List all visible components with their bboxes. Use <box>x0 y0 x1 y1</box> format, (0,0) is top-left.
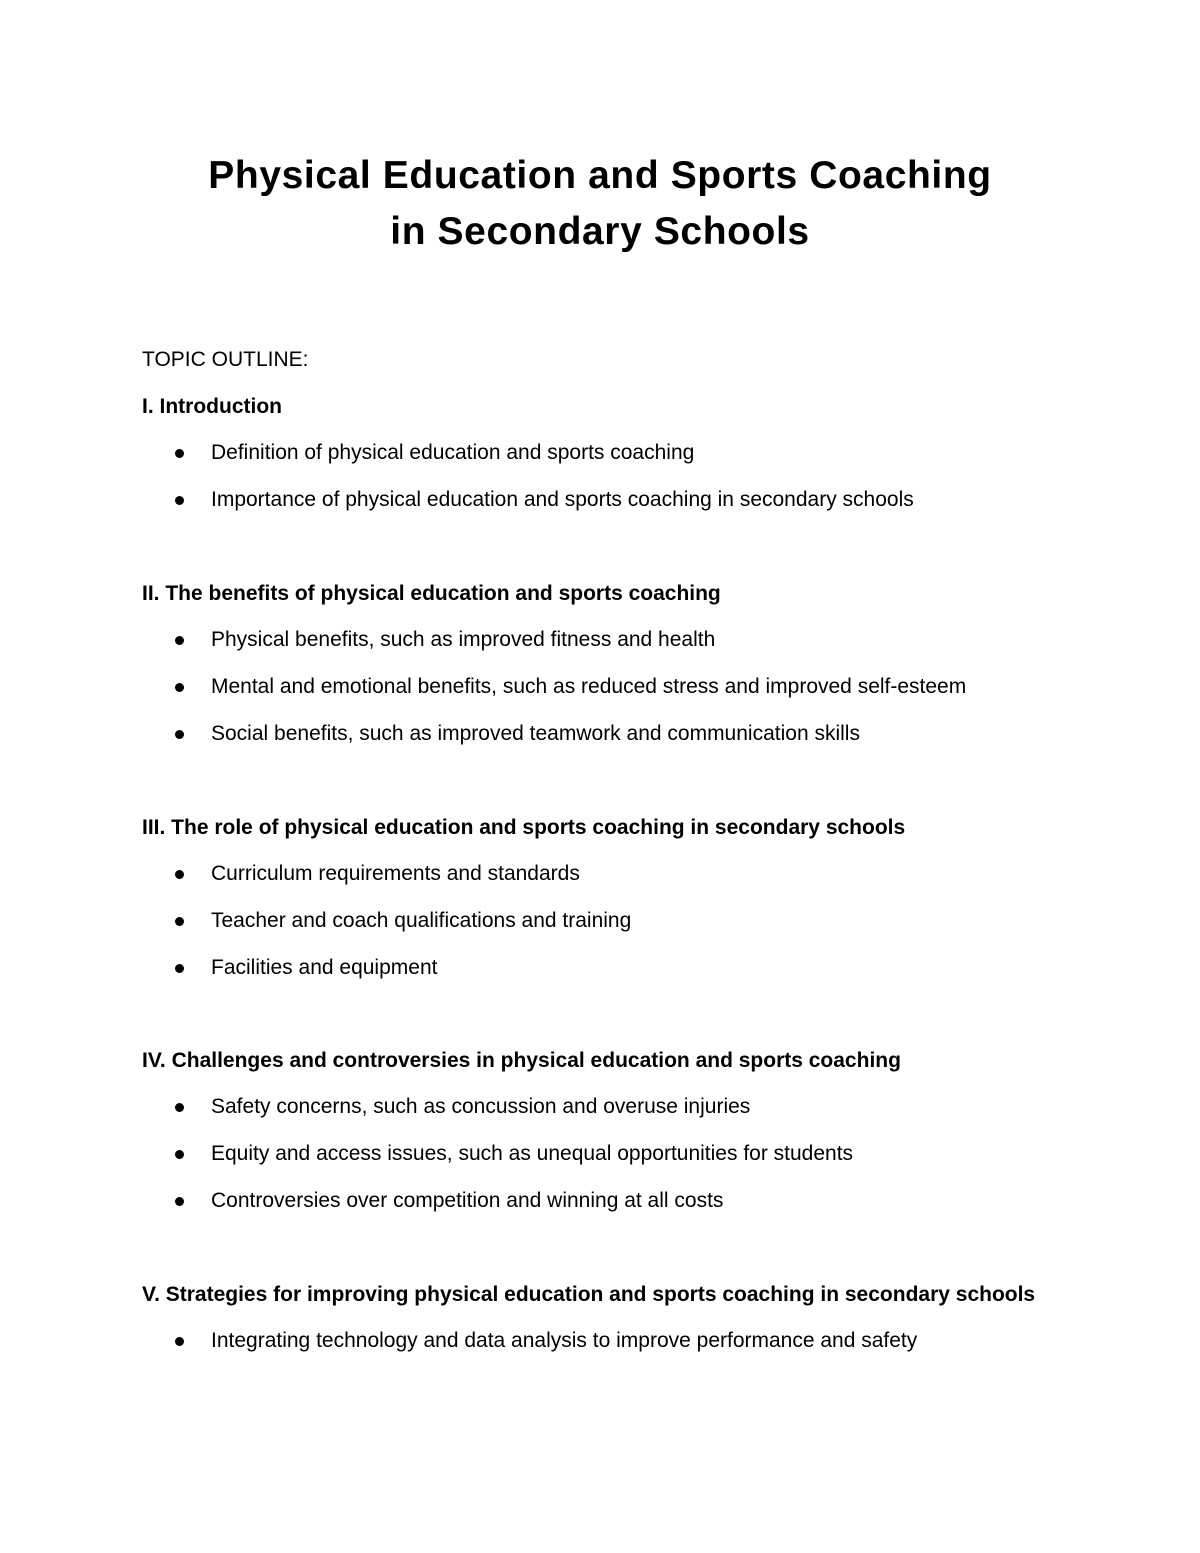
list-item <box>142 954 1062 982</box>
bullet-icon <box>175 496 184 505</box>
list-item <box>142 720 1062 748</box>
list-item-text: Social benefits, such as improved teamwork and communication skills <box>211 722 860 745</box>
list-item <box>142 1187 1062 1215</box>
bullet-list <box>142 439 1062 514</box>
section-heading: II. The benefits of physical education and sports coaching <box>142 582 721 605</box>
list-item-text: Mental and emotional benefits, such as reduced stress and improved self-esteem <box>211 675 967 698</box>
title-line-1: Physical Education and Sports Coaching <box>208 154 992 197</box>
list-item-text: Physical benefits, such as improved fitness and health <box>211 628 716 651</box>
section-strategies <box>142 1281 1057 1355</box>
section-role <box>142 814 1062 982</box>
list-item <box>142 673 1062 701</box>
section-benefits <box>142 580 1062 748</box>
list-item-text: Safety concerns, such as concussion and overuse injuries <box>211 1095 751 1118</box>
bullet-list <box>142 1327 1057 1355</box>
list-item-text: Teacher and coach qualifications and training <box>211 909 632 932</box>
list-item <box>142 1093 1062 1121</box>
bullet-icon <box>175 1197 184 1206</box>
bullet-icon <box>175 964 184 973</box>
list-item <box>142 626 1062 654</box>
list-item-text: Definition of physical education and sports coaching <box>211 441 695 464</box>
topic-outline-label: TOPIC OUTLINE: <box>142 348 309 371</box>
list-item <box>142 439 1062 467</box>
section-heading: IV. Challenges and controversies in physical education and sports coaching <box>142 1049 901 1072</box>
bullet-icon <box>175 683 184 692</box>
section-introduction <box>142 393 1062 514</box>
list-item-text: Integrating technology and data analysis to improve performance and safety <box>211 1329 918 1352</box>
section-challenges <box>142 1047 1062 1215</box>
bullet-icon <box>175 636 184 645</box>
bullet-icon <box>175 1150 184 1159</box>
list-item-text: Importance of physical education and sports coaching in secondary schools <box>211 488 914 511</box>
bullet-icon <box>175 449 184 458</box>
list-item <box>142 1140 1062 1168</box>
bullet-icon <box>175 1337 184 1346</box>
title-line-2: in Secondary Schools <box>390 210 810 253</box>
bullet-list <box>142 860 1062 982</box>
list-item-text: Facilities and equipment <box>211 956 438 979</box>
list-item <box>142 860 1062 888</box>
list-item <box>142 1327 1057 1355</box>
bullet-icon <box>175 870 184 879</box>
section-heading: III. The role of physical education and sports coaching in secondary schools <box>142 816 906 839</box>
bullet-list <box>142 1093 1062 1215</box>
document-title <box>0 148 1200 260</box>
bullet-icon <box>175 730 184 739</box>
list-item <box>142 486 1062 514</box>
list-item-text: Curriculum requirements and standards <box>211 862 580 885</box>
bullet-icon <box>175 1103 184 1112</box>
list-item-text: Equity and access issues, such as unequal opportunities for students <box>211 1142 854 1165</box>
bullet-list <box>142 626 1062 748</box>
section-heading: V. Strategies for improving physical education and sports coaching in secondary schools <box>142 1283 1036 1306</box>
section-heading: I. Introduction <box>142 395 282 418</box>
list-item <box>142 907 1062 935</box>
bullet-icon <box>175 917 184 926</box>
list-item-text: Controversies over competition and winning at all costs <box>211 1189 724 1212</box>
